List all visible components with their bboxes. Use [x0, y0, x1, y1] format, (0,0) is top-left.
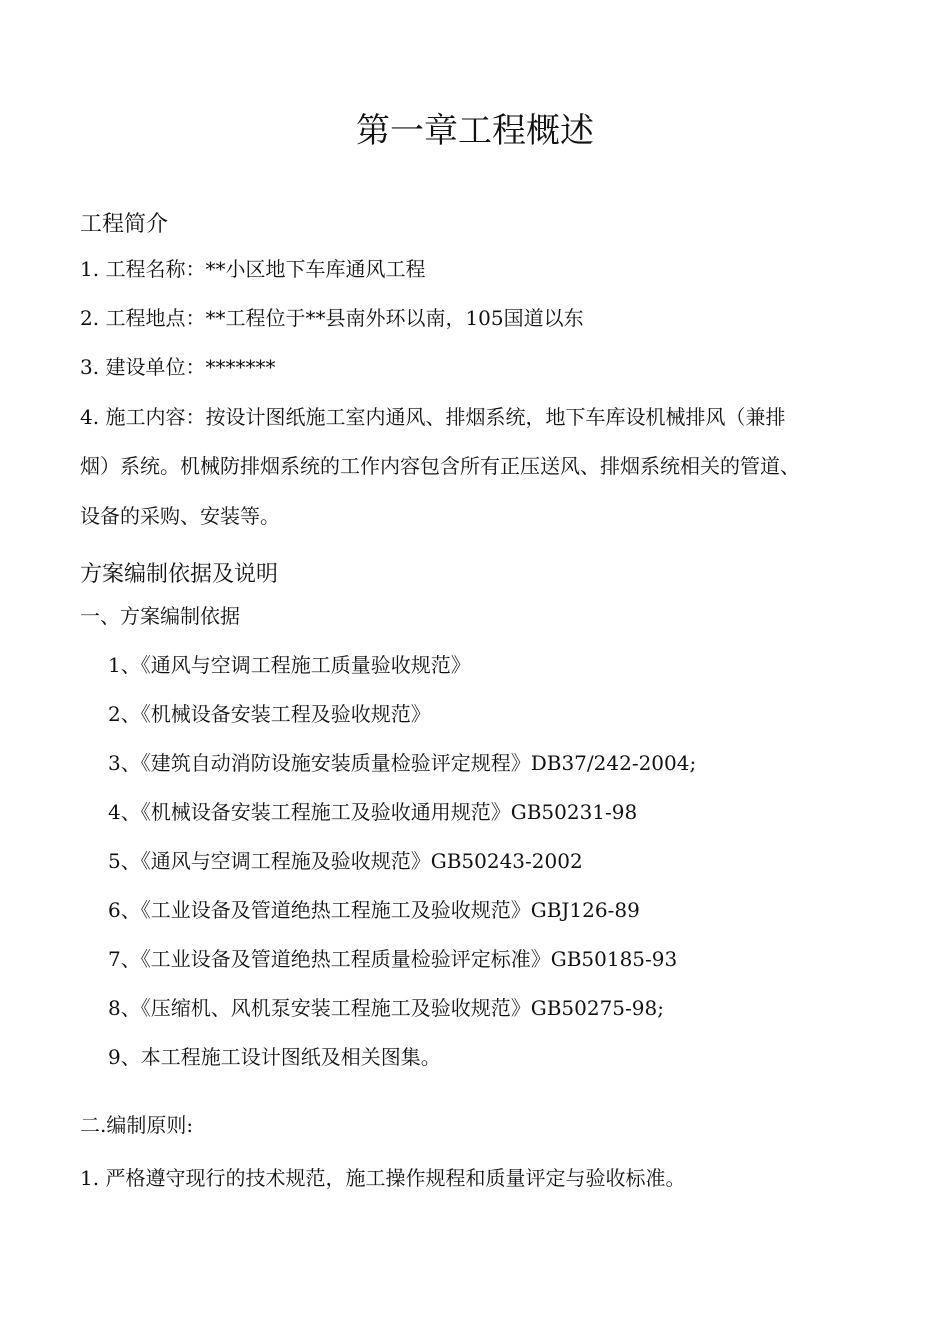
reference-item: 9、本工程施工设计图纸及相关图集。: [108, 1045, 441, 1069]
project-name-item: 1. 工程名称：**小区地下车库通风工程: [80, 257, 426, 281]
construction-content-line-2: 烟）系统。机械防排烟系统的工作内容包含所有正压送风、排烟系统相关的管道、: [80, 454, 800, 478]
construction-content-line-3: 设备的采购、安装等。: [80, 504, 280, 528]
section-heading-project-intro: 工程简介: [80, 212, 169, 237]
reference-item: 5、《通风与空调工程施及验收规范》GB50243-2002: [108, 849, 583, 873]
reference-item: 8、《压缩机、风机泵安装工程施工及验收规范》GB50275-98;: [108, 996, 664, 1020]
construction-content-line-1: 4. 施工内容：按设计图纸施工室内通风、排烟系统，地下车库设机械排风（兼排: [80, 405, 786, 429]
section-heading-basis: 方案编制依据及说明: [80, 562, 279, 587]
page-title: 第一章工程概述: [356, 111, 594, 151]
reference-item: 3、《建筑自动消防设施安装质量检验评定规程》DB37/242-2004;: [108, 751, 697, 775]
reference-item: 4、《机械设备安装工程施工及验收通用规范》GB50231-98: [108, 800, 638, 824]
subheading-principles: 二.编制原则:: [80, 1113, 194, 1137]
reference-item: 6、《工业设备及管道绝热工程施工及验收规范》GBJ126-89: [108, 898, 640, 922]
reference-item: 1、《通风与空调工程施工质量验收规范》: [108, 653, 471, 677]
principle-item: 1. 严格遵守现行的技术规范，施工操作规程和质量评定与验收标准。: [80, 1166, 686, 1190]
subheading-basis: 一、方案编制依据: [80, 604, 240, 628]
reference-item: 7、《工业设备及管道绝热工程质量检验评定标准》GB50185-93: [108, 947, 678, 971]
project-location-item: 2. 工程地点：**工程位于**县南外环以南，105国道以东: [80, 306, 584, 330]
reference-item: 2、《机械设备安装工程及验收规范》: [108, 702, 431, 726]
construction-unit-item: 3. 建设单位：*******: [80, 355, 276, 379]
